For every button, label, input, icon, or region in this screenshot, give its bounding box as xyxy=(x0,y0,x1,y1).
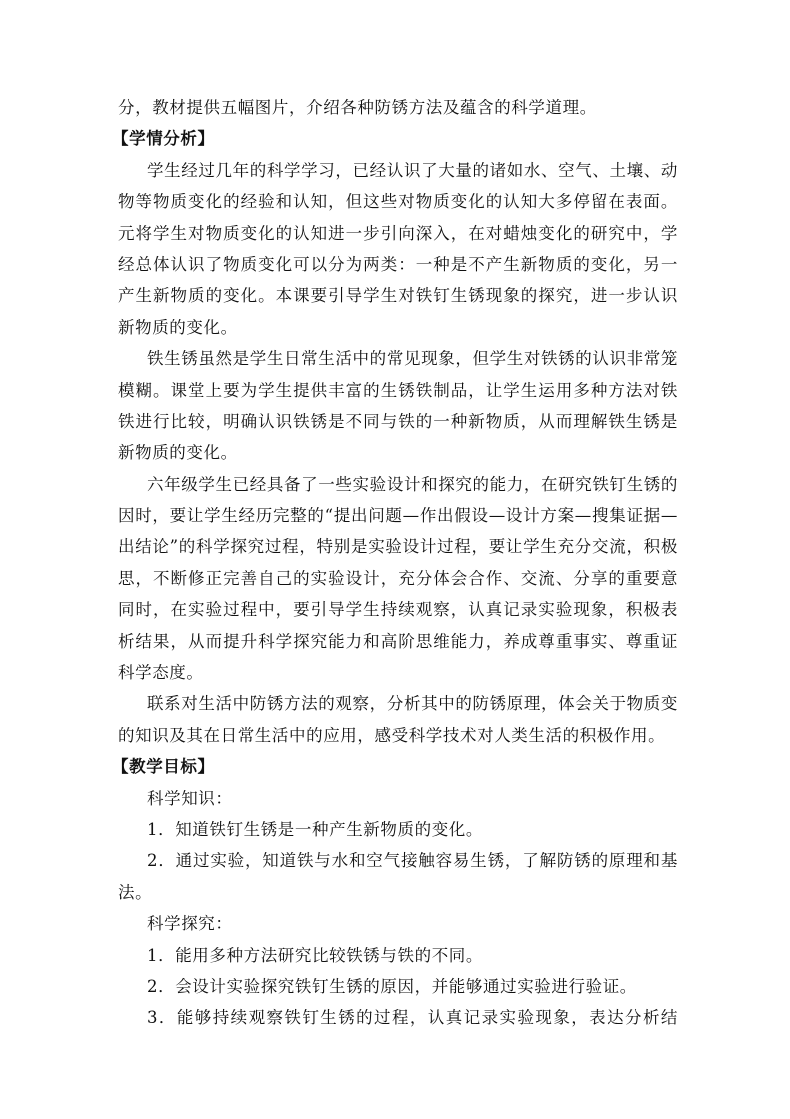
paragraph-line: 同时，在实验过程中，要引导学生持续观察，认真记录实验现象，积极表 xyxy=(118,600,678,620)
paragraph-line: 模糊。课堂上要为学生提供丰富的生锈铁制品，让学生运用多种方法对铁 xyxy=(118,380,678,400)
paragraph-line: 因时，要让学生经历完整的“提出问题—作出假设—设计方案—搜集证据— xyxy=(118,506,678,526)
paragraph-line: 思，不断修正完善自己的实验设计，充分体会合作、交流、分享的重要意 xyxy=(118,568,678,588)
paragraph-line: 新物质的变化。 xyxy=(118,443,238,463)
knowledge-item-1: 1．知道铁钉生锈是一种产生新物质的变化。 xyxy=(147,819,483,839)
paragraph-line: 产生新物质的变化。本课要引导学生对铁钉生锈现象的探究，进一步认识 xyxy=(118,286,678,306)
knowledge-item-2: 2．通过实验，知道铁与水和空气接触容易生锈，了解防锈的原理和基 xyxy=(147,851,678,871)
inquiry-label: 科学探究： xyxy=(147,914,233,934)
paragraph-line: 元将学生对物质变化的认知进一步引向深入，在对蜡烛变化的研究中，学 xyxy=(118,223,678,243)
paragraph-line: 新物质的变化。 xyxy=(118,317,238,337)
learning-analysis-paragraph-3 xyxy=(118,469,678,689)
paragraph-line: 铁生锈虽然是学生日常生活中的常见现象，但学生对铁锈的认识非常笼 xyxy=(147,349,678,369)
inquiry-item-2: 2．会设计实验探究铁钉生锈的原因，并能够通过实验进行验证。 xyxy=(147,976,637,996)
paragraph-line: 经总体认识了物质变化可以分为两类：一种是不产生新物质的变化，另一 xyxy=(118,254,678,274)
paragraph-line: 科学态度。 xyxy=(118,663,204,683)
learning-analysis-heading: 【学情分析】 xyxy=(112,129,215,149)
learning-analysis-paragraph-1 xyxy=(118,155,678,343)
paragraph-line: 的知识及其在日常生活中的应用，感受科学技术对人类生活的积极作用。 xyxy=(118,725,666,745)
inquiry-item-1: 1．能用多种方法研究比较铁锈与铁的不同。 xyxy=(147,945,483,965)
paragraph-line: 析结果，从而提升科学探究能力和高阶思维能力，养成尊重事实、尊重证 xyxy=(118,631,678,651)
paragraph-line: 学生经过几年的科学学习，已经认识了大量的诸如水、空气、土壤、动 xyxy=(147,160,678,180)
learning-analysis-paragraph-4 xyxy=(118,688,678,751)
learning-analysis-paragraph-2 xyxy=(118,343,678,469)
paragraph-line: 铁进行比较，明确认识铁锈是不同与铁的一种新物质，从而理解铁生锈是 xyxy=(118,411,678,431)
paragraph-line: 出结论”的科学探究过程，特别是实验设计过程，要让学生充分交流，积极 xyxy=(118,537,678,557)
inquiry-item-3: 3．能够持续观察铁钉生锈的过程，认真记录实验现象，表达分析结 xyxy=(147,1008,678,1028)
document-page xyxy=(112,92,678,1034)
teaching-goals-heading: 【教学目标】 xyxy=(112,757,215,777)
paragraph-line: 六年级学生已经具备了一些实验设计和探究的能力，在研究铁钉生锈的 xyxy=(147,474,678,494)
paragraph-line: 物等物质变化的经验和认知，但这些对物质变化的认知大多停留在表面。 xyxy=(118,192,678,212)
knowledge-item-2-tail: 法。 xyxy=(118,882,153,902)
paragraph-line: 联系对生活中防锈方法的观察，分析其中的防锈原理，体会关于物质变 xyxy=(147,694,678,714)
knowledge-label: 科学知识： xyxy=(147,788,233,808)
intro-tail-line: 分，教材提供五幅图片，介绍各种防锈方法及蕴含的科学道理。 xyxy=(118,98,597,117)
